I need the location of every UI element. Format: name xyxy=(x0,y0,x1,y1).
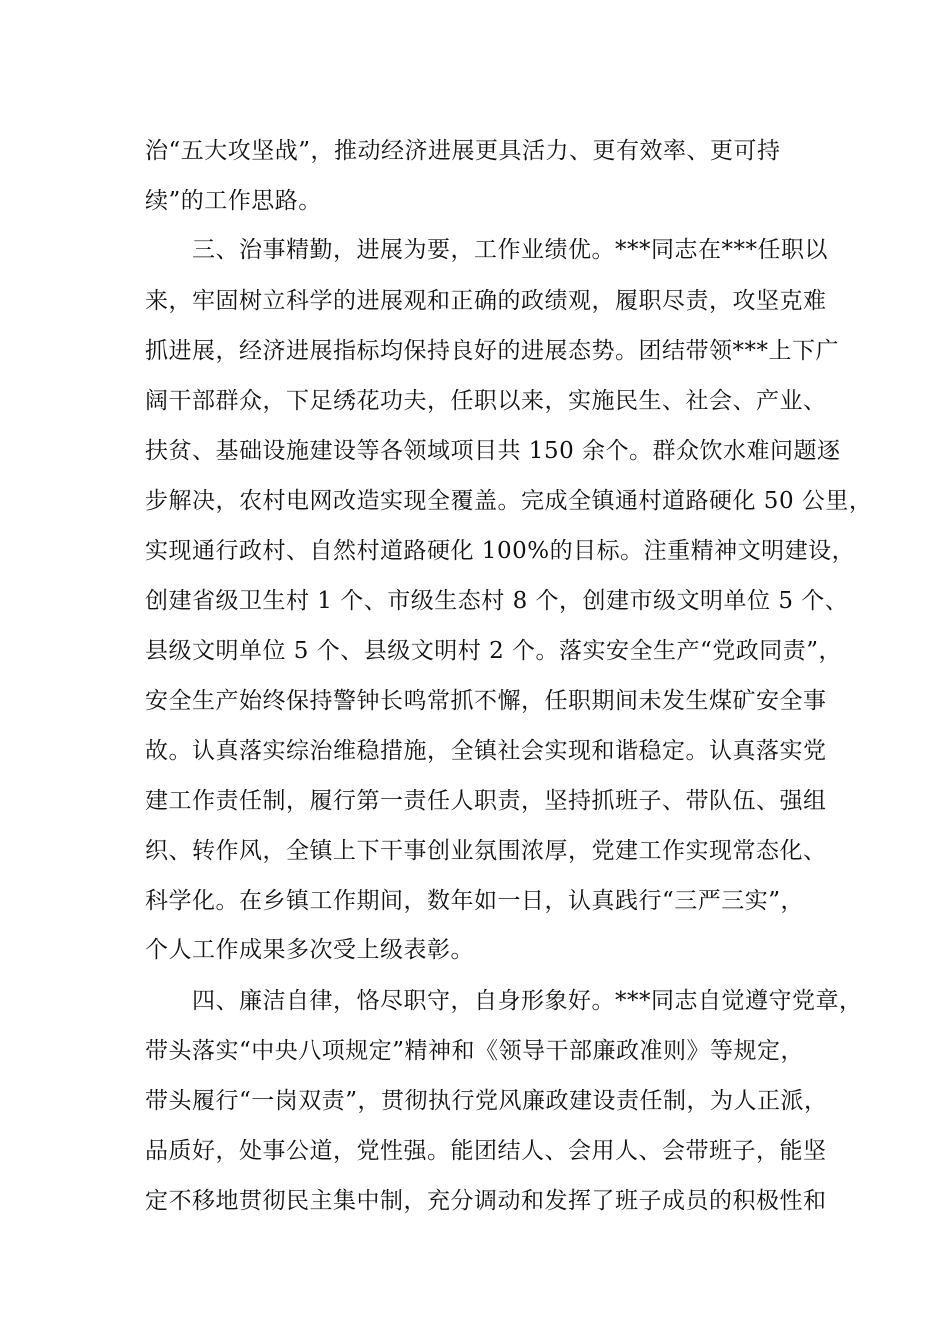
text-line: 个人工作成果多次受上级表彰。 xyxy=(145,937,474,963)
text-line: 阔干部群众，下足绣花功夫，任职以来，实施民生、社会、产业、 xyxy=(145,388,827,414)
text-line: 县级文明单位 5 个、县级文明村 2 个。落实安全生产“党政同责”， xyxy=(145,638,843,664)
text-line: 定不移地贯彻民主集中制，充分调动和发挥了班子成员的积极性和 xyxy=(145,1188,827,1214)
text-line: 品质好，处事公道，党性强。能团结人、会用人、会带班子，能坚 xyxy=(145,1138,827,1164)
text-line: 步解决，农村电网改造实现全覆盖。完成全镇通村道路硬化 50 公里， xyxy=(145,488,873,514)
text-line: 带头落实“中央八项规定”精神和《领导干部廉政准则》等规定， xyxy=(145,1038,805,1064)
text-line: 科学化。在乡镇工作期间，数年如一日，认真践行“三严三实”， xyxy=(145,888,805,914)
paragraph-start-line: 三、治事精勤，进展为要，工作业绩优。***同志在***任职以 xyxy=(145,237,828,263)
text-line: 续”的工作思路。 xyxy=(145,188,322,214)
text-line: 创建省级卫生村 1 个、市级生态村 8 个，创建市级文明单位 5 个、 xyxy=(145,588,849,614)
text-line: 治“五大攻坚战”，推动经济进展更具活力、更有效率、更可持 xyxy=(145,138,781,164)
text-line: 安全生产始终保持警钟长鸣常抓不懈，任职期间未发生煤矿安全事 xyxy=(145,688,827,714)
text-line: 扶贫、基础设施建设等各领域项目共 150 余个。群众饮水难问题逐 xyxy=(145,438,841,464)
paragraph-start-line: 四、廉洁自律，恪尽职守，自身形象好。***同志自觉遵守党章， xyxy=(145,988,863,1014)
text-line: 实现通行政村、自然村道路硬化 100%的目标。注重精神文明建设， xyxy=(145,538,856,564)
text-line: 建工作责任制，履行第一责任人职责，坚持抓班子、带队伍、强组 xyxy=(145,788,827,814)
text-line: 带头履行“一岗双责”，贯彻执行党风廉政建设责任制，为人正派， xyxy=(145,1088,828,1114)
text-line: 抓进展，经济进展指标均保持良好的进展态势。团结带领***上下广 xyxy=(145,338,839,364)
text-line: 来，牢固树立科学的进展观和正确的政绩观，履职尽责，攻坚克难 xyxy=(145,288,827,314)
text-line: 故。认真落实综治维稳措施，全镇社会实现和谐稳定。认真落实党 xyxy=(145,738,827,764)
text-line: 织、转作风，全镇上下干事创业氛围浓厚，党建工作实现常态化、 xyxy=(145,838,827,864)
